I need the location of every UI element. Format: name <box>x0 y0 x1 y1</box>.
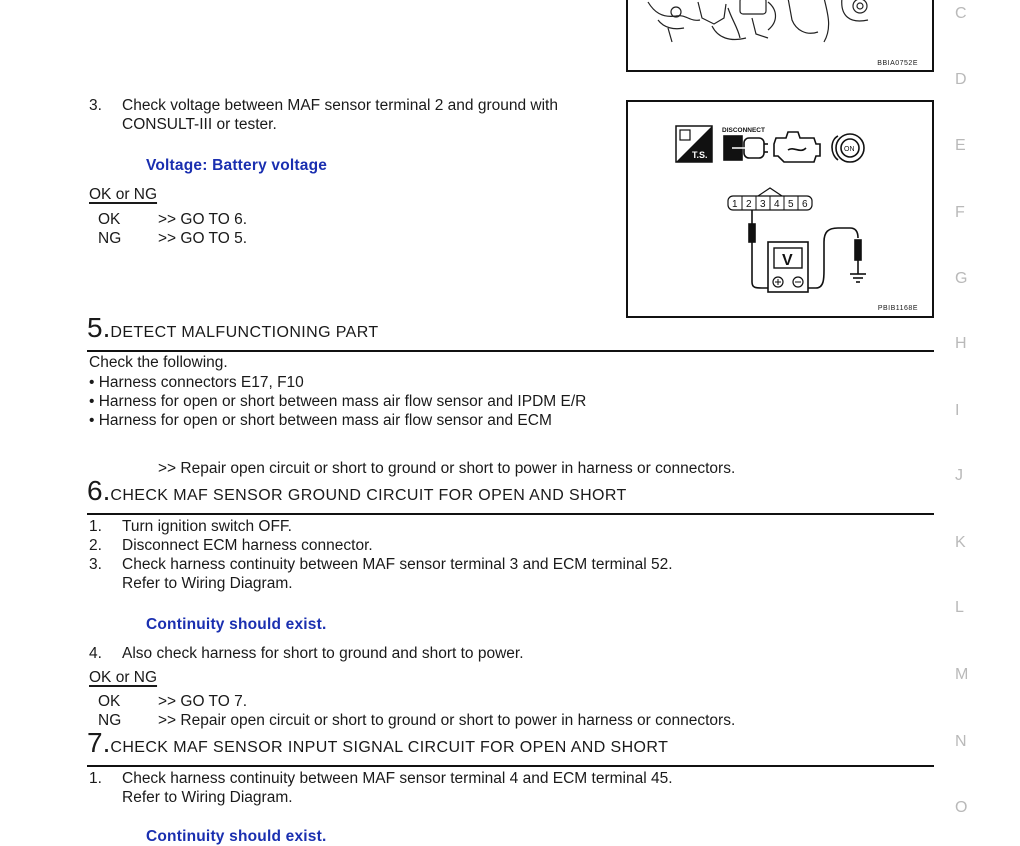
step5-intro: Check the following. <box>89 354 228 371</box>
step4-ok-value: >> GO TO 6. <box>158 211 248 228</box>
step6-refer: Refer to Wiring Diagram. <box>122 575 293 592</box>
step7-item1-number: 1. <box>89 770 102 787</box>
step6-ng-value: >> Repair open circuit or short to ground or short to power in harness or connectors. <box>158 712 736 729</box>
step4-ok-or-ng: OK or NG <box>89 186 158 203</box>
step6-item1-number: 1. <box>89 518 102 535</box>
step5-title: DETECT MALFUNCTIONING PART <box>110 324 379 341</box>
step6-ng-key: NG <box>98 712 122 729</box>
step6-rule <box>87 513 934 515</box>
step5-result: >> Repair open circuit or short to ground or short to power in harness or connectors. <box>158 460 736 477</box>
step4-spec: Voltage: Battery voltage <box>146 157 328 174</box>
step6-item3-text: Check harness continuity between MAF sensor terminal 3 and ECM terminal 52. <box>122 556 673 573</box>
side-index-h[interactable]: H <box>955 335 967 352</box>
engine-illustration-figure <box>626 0 934 72</box>
disconnect-label: DISCONNECT <box>722 127 765 134</box>
step4-item3-number: 3. <box>89 97 102 114</box>
step6-item4-number: 4. <box>89 645 102 662</box>
step7-number: 7. <box>87 727 111 758</box>
step5-bullet-2: • Harness for open or short between mass air flow sensor and IPDM E/R <box>89 393 587 410</box>
disconnect-connector-icon <box>724 136 768 160</box>
side-index-m[interactable]: M <box>955 666 969 683</box>
side-index-l[interactable]: L <box>955 599 964 616</box>
step5-bullet-3: • Harness for open or short between mass air flow sensor and ECM <box>89 412 552 429</box>
step7-title: CHECK MAF SENSOR INPUT SIGNAL CIRCUIT FOR OPEN AND SHORT <box>110 739 669 756</box>
engine-icon <box>774 132 820 162</box>
side-index-n[interactable]: N <box>955 733 967 750</box>
side-index-k[interactable]: K <box>955 534 966 551</box>
ts-label: T.S. <box>692 150 708 160</box>
terminal-4: 4 <box>774 199 780 210</box>
step6-ok-value: >> GO TO 7. <box>158 693 248 710</box>
on-label: ON <box>844 146 855 153</box>
step7-heading <box>87 727 668 759</box>
side-index-e[interactable]: E <box>955 137 966 154</box>
side-index-f[interactable]: F <box>955 204 965 221</box>
terminal-1: 1 <box>732 199 738 210</box>
voltage-check-figure <box>626 100 934 318</box>
side-index-i[interactable]: I <box>955 402 960 419</box>
voltmeter-label: V <box>782 252 793 269</box>
step7-item1-text: Check harness continuity between MAF sensor terminal 4 and ECM terminal 45. <box>122 770 673 787</box>
side-index-c[interactable]: C <box>955 5 967 22</box>
step7-refer: Refer to Wiring Diagram. <box>122 789 293 806</box>
side-index-o[interactable]: O <box>955 799 968 816</box>
step4-ng-value: >> GO TO 5. <box>158 230 248 247</box>
step7-spec: Continuity should exist. <box>146 828 327 845</box>
figure-id-bottom: PBIB1168E <box>877 305 918 312</box>
side-index-g[interactable]: G <box>955 270 968 287</box>
step6-item2-number: 2. <box>89 537 102 554</box>
terminal-2: 2 <box>746 199 752 210</box>
voltage-check-diagram <box>628 102 932 316</box>
step6-number: 6. <box>87 475 111 506</box>
terminal-6: 6 <box>802 199 808 210</box>
step6-spec: Continuity should exist. <box>146 616 327 633</box>
side-index-d[interactable]: D <box>955 71 967 88</box>
figure-id-top: BBIA0752E <box>877 60 918 67</box>
step6-item4-text: Also check harness for short to ground and short to power. <box>122 645 524 662</box>
step5-rule <box>87 350 934 352</box>
step4-item3-line2: CONSULT-III or tester. <box>122 116 277 133</box>
step6-heading <box>87 475 627 507</box>
terminal-3: 3 <box>760 199 766 210</box>
terminal-5: 5 <box>788 199 794 210</box>
step4-ng-key: NG <box>98 230 122 247</box>
step5-bullet-1: • Harness connectors E17, F10 <box>89 374 304 391</box>
step6-title: CHECK MAF SENSOR GROUND CIRCUIT FOR OPEN AND SHORT <box>110 487 627 504</box>
step5-heading <box>87 312 379 344</box>
step6-item2-text: Disconnect ECM harness connector. <box>122 537 373 554</box>
step6-item3-number: 3. <box>89 556 102 573</box>
step4-ok-key: OK <box>98 211 121 228</box>
side-index-j[interactable]: J <box>955 467 963 484</box>
terminal-connector <box>728 188 812 210</box>
step5-number: 5. <box>87 312 111 343</box>
step4-item3-line1: Check voltage between MAF sensor terminal 2 and ground with <box>122 97 558 114</box>
step6-ok-or-ng: OK or NG <box>89 669 158 686</box>
step6-item1-text: Turn ignition switch OFF. <box>122 518 292 535</box>
step6-ok-key: OK <box>98 693 121 710</box>
step7-rule <box>87 765 934 767</box>
